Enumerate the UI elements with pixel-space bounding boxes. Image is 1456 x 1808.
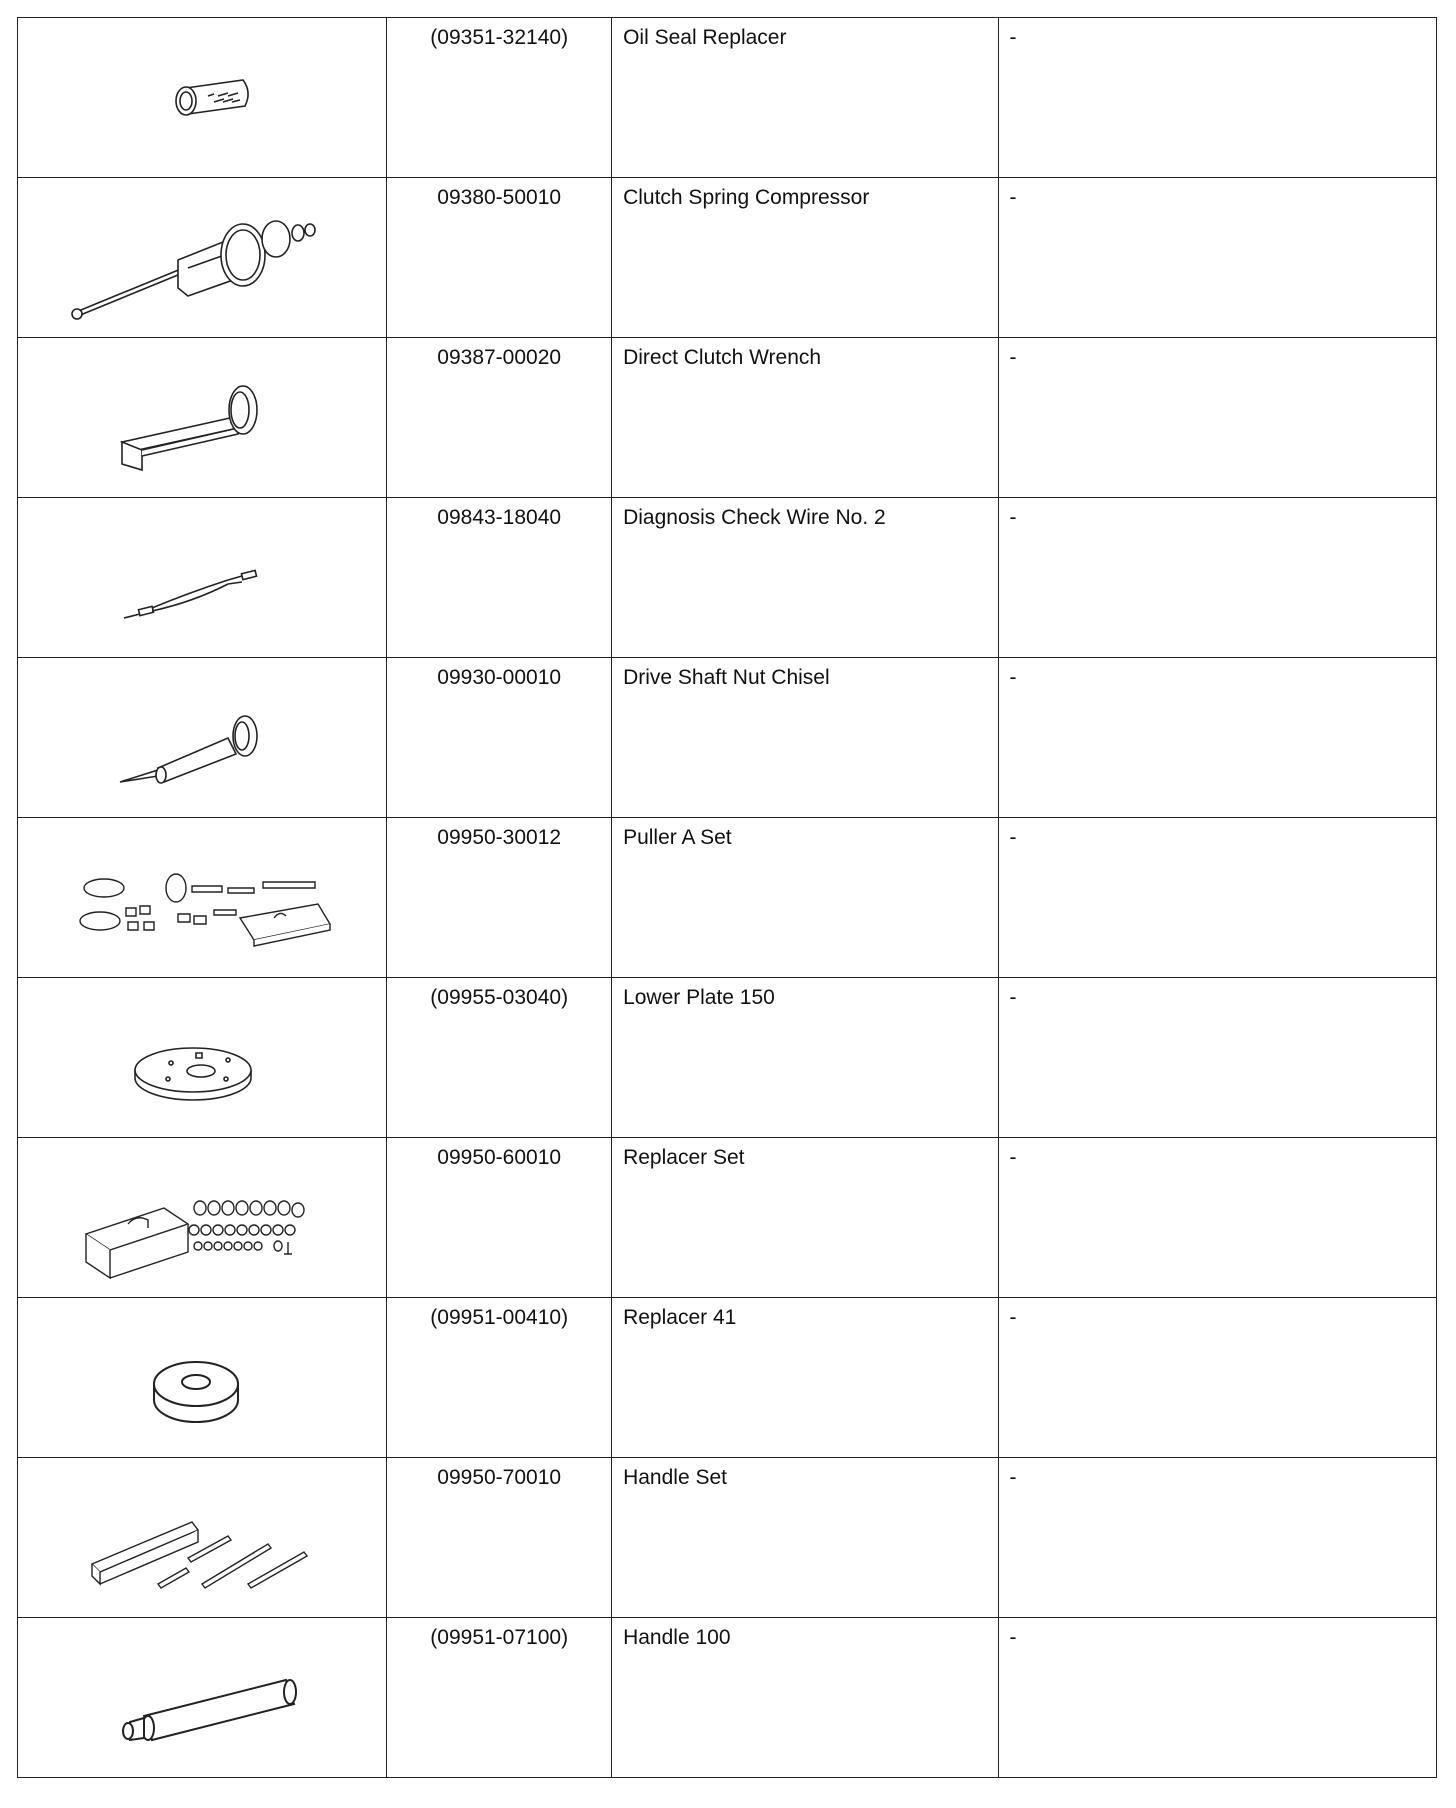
table-row <box>18 1618 1437 1778</box>
handle-icon <box>18 1618 385 1777</box>
note: - <box>1009 666 1017 689</box>
tool-name-cell <box>612 1458 999 1618</box>
note: - <box>1009 1466 1017 1489</box>
tool-name-cell <box>612 978 999 1138</box>
part-number: 09843-18040 <box>437 506 562 529</box>
tool-name: Clutch Spring Compressor <box>623 186 870 209</box>
tool-name-cell <box>612 18 999 178</box>
note-cell <box>999 978 1437 1138</box>
note: - <box>1009 186 1017 209</box>
note-cell <box>999 498 1437 658</box>
illustration-cell <box>18 18 387 178</box>
note: - <box>1009 1306 1017 1329</box>
illustration-cell <box>18 338 387 498</box>
table-row <box>18 658 1437 818</box>
tool-name-cell <box>612 498 999 658</box>
tool-name-cell <box>612 1138 999 1298</box>
part-number-cell <box>387 658 612 818</box>
note: - <box>1009 826 1017 849</box>
tool-name: Diagnosis Check Wire No. 2 <box>623 506 886 529</box>
tool-name-cell <box>612 178 999 338</box>
drive-shaft-nut-chisel-icon <box>18 658 385 817</box>
illustration-cell <box>18 1618 387 1778</box>
table-row <box>18 338 1437 498</box>
table-row <box>18 1458 1437 1618</box>
table-row <box>18 498 1437 658</box>
lower-plate-icon <box>18 978 385 1137</box>
note: - <box>1009 26 1017 49</box>
part-number: 09950-70010 <box>437 1466 562 1489</box>
tool-name-cell <box>612 1618 999 1778</box>
note-cell <box>999 818 1437 978</box>
tool-name-cell <box>612 1298 999 1458</box>
illustration-cell <box>18 658 387 818</box>
replacer-ring-icon <box>18 1298 385 1457</box>
part-number: (09351-32140) <box>430 26 569 49</box>
part-number-cell <box>387 338 612 498</box>
puller-a-set-icon <box>18 818 385 977</box>
handle-set-icon <box>18 1458 385 1617</box>
part-number: (09951-07100) <box>430 1626 569 1649</box>
tool-name: Drive Shaft Nut Chisel <box>623 666 830 689</box>
table-row <box>18 818 1437 978</box>
note-cell <box>999 1298 1437 1458</box>
part-number-cell <box>387 178 612 338</box>
tool-name: Handle 100 <box>623 1626 731 1649</box>
part-number-cell <box>387 1298 612 1458</box>
illustration-cell <box>18 978 387 1138</box>
note: - <box>1009 1626 1017 1649</box>
direct-clutch-wrench-icon <box>18 338 385 497</box>
table-row <box>18 18 1437 178</box>
tool-name: Replacer Set <box>623 1146 745 1169</box>
part-number-cell <box>387 498 612 658</box>
tool-name-cell <box>612 658 999 818</box>
part-number-cell <box>387 1458 612 1618</box>
note-cell <box>999 1618 1437 1778</box>
table-row <box>18 178 1437 338</box>
tool-name-cell <box>612 338 999 498</box>
note-cell <box>999 178 1437 338</box>
note: - <box>1009 1146 1017 1169</box>
part-number-cell <box>387 818 612 978</box>
part-number: 09380-50010 <box>437 186 562 209</box>
note: - <box>1009 986 1017 1009</box>
tool-name: Direct Clutch Wrench <box>623 346 822 369</box>
table-row <box>18 1138 1437 1298</box>
diagnosis-check-wire-icon <box>18 498 385 657</box>
note-cell <box>999 658 1437 818</box>
part-number-cell <box>387 1618 612 1778</box>
tool-name: Replacer 41 <box>623 1306 737 1329</box>
note: - <box>1009 346 1017 369</box>
note-cell <box>999 1138 1437 1298</box>
part-number-cell <box>387 18 612 178</box>
illustration-cell <box>18 498 387 658</box>
part-number: 09387-00020 <box>437 346 562 369</box>
part-number: (09955-03040) <box>430 986 569 1009</box>
illustration-cell <box>18 178 387 338</box>
tool-name: Puller A Set <box>623 826 732 849</box>
tool-name-cell <box>612 818 999 978</box>
part-number-cell <box>387 1138 612 1298</box>
note-cell <box>999 338 1437 498</box>
note: - <box>1009 506 1017 529</box>
note-cell <box>999 1458 1437 1618</box>
illustration-cell <box>18 1298 387 1458</box>
illustration-cell <box>18 1138 387 1298</box>
clutch-spring-compressor-icon <box>18 178 385 337</box>
oil-seal-replacer-icon <box>18 18 385 177</box>
table-row <box>18 978 1437 1138</box>
illustration-cell <box>18 1458 387 1618</box>
part-number: 09950-30012 <box>437 826 562 849</box>
tool-name: Oil Seal Replacer <box>623 26 787 49</box>
part-number: 09930-00010 <box>437 666 562 689</box>
illustration-cell <box>18 818 387 978</box>
tool-name: Lower Plate 150 <box>623 986 775 1009</box>
part-number: (09951-00410) <box>430 1306 569 1329</box>
table-row <box>18 1298 1437 1458</box>
part-number-cell <box>387 978 612 1138</box>
replacer-set-icon <box>18 1138 385 1297</box>
part-number: 09950-60010 <box>437 1146 562 1169</box>
special-service-tools-table <box>17 17 1437 1778</box>
note-cell <box>999 18 1437 178</box>
tool-name: Handle Set <box>623 1466 727 1489</box>
